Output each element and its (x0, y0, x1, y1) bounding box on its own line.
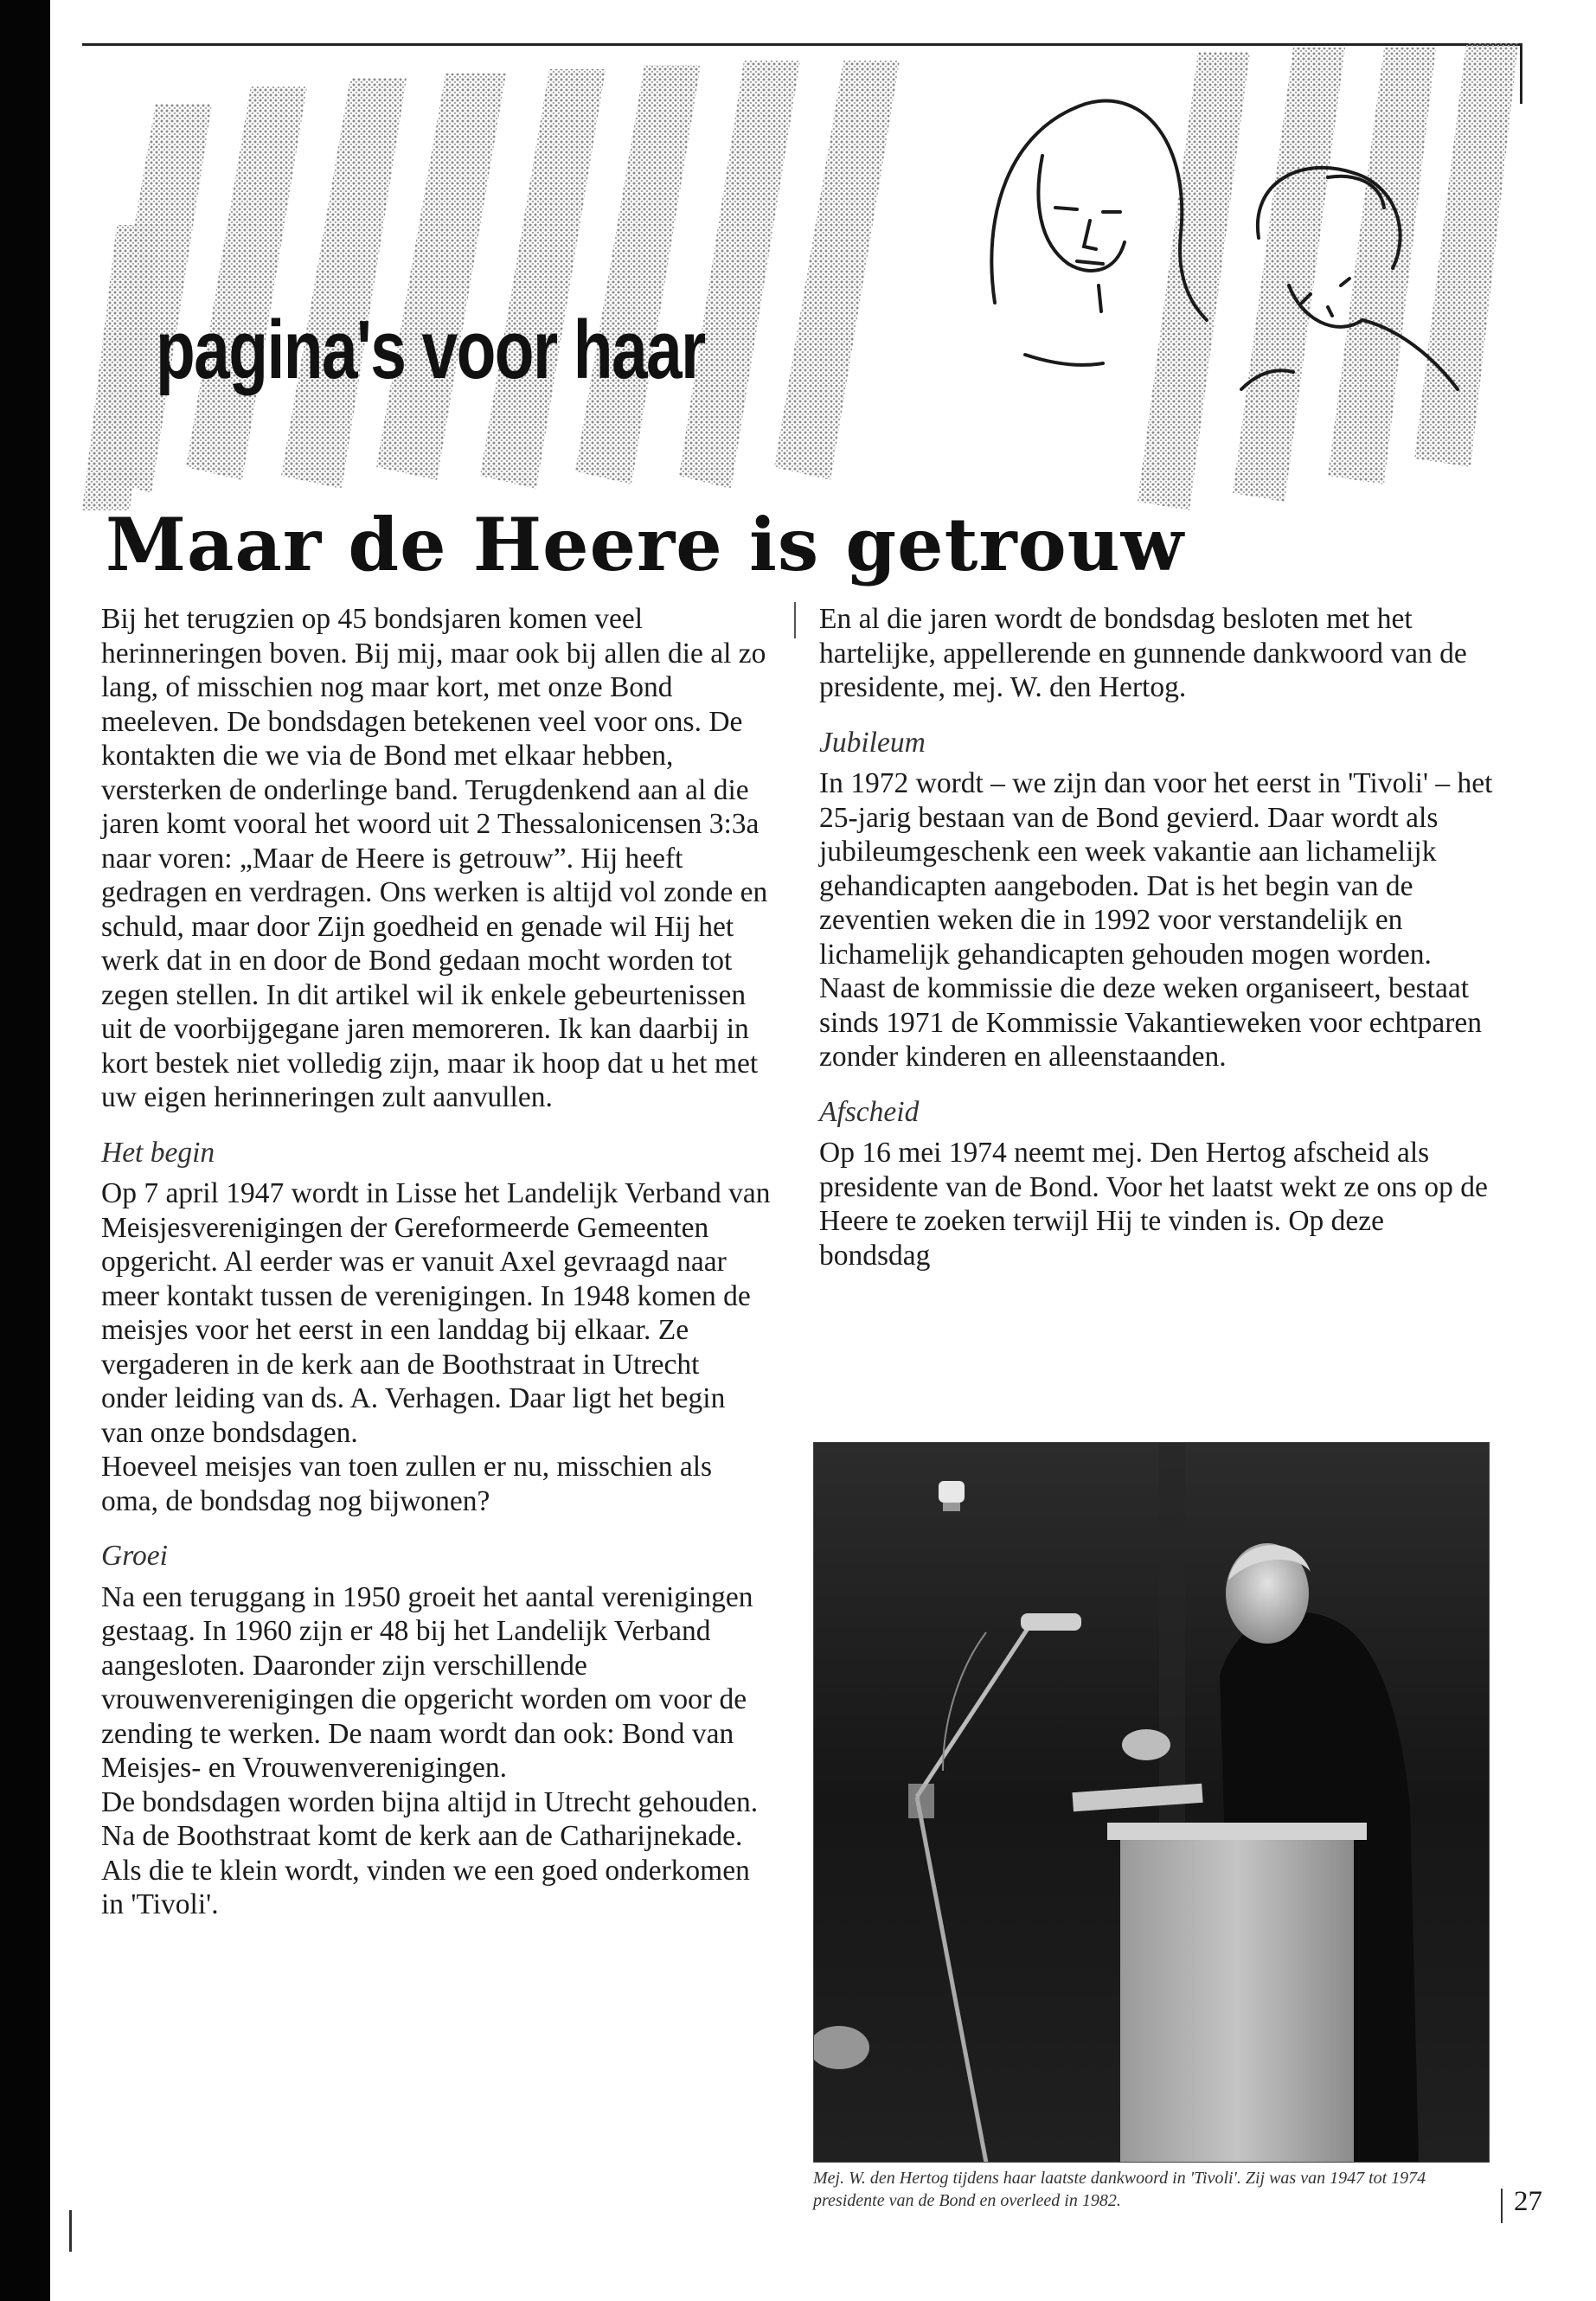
paragraph-begin-2: Hoeveel meisjes van toen zullen er nu, misschien als oma, de bondsdag nog bijwonen? (101, 1451, 713, 1517)
subheading-afscheid: Afscheid (819, 1095, 920, 1128)
bottom-rule (69, 2210, 72, 2252)
photo-caption: Mej. W. den Hertog tijdens haar laatste dankwoord in 'Tivoli'. Zij was van 1947 tot 1974 presidente van de Bond en overleed in 1982. (813, 2169, 1426, 2210)
scan-edge (0, 0, 50, 2301)
ceiling-lamp (939, 1481, 965, 1503)
column-divider (794, 602, 796, 638)
paragraph-jubileum-1: In 1972 wordt – we zijn dan voor het eerst in 'Tivoli' – het 25-jarig bestaan van de Bond gevierd. Daar wordt als jubileumgeschenk een week vakantie aan lichamelijk gehandicapten aangeboden. Dat is het begin van de zeventien weken die in 1992 voor verstandelijk en lichamelijk gehandicapten gehouden mogen worden. (819, 767, 1493, 971)
article-column-right (819, 602, 1494, 1272)
page-number-rule (1501, 2189, 1503, 2223)
paragraph-groei-2: De bondsdagen worden bijna altijd in Utrecht gehouden. Na de Boothstraat komt de kerk aan de Catharijnekade. Als die te klein wordt, vinden we een goed onderkomen in 'Tivoli'. (101, 1785, 759, 1920)
paragraph-begin-1: Op 7 april 1947 wordt in Lisse het Landelijk Verband van Meisjesverenigingen der Gereformeerde Gemeenten opgericht. Al eerder was er vanuit Axel gevraagd naar meer kontakt tussen de verenigingen. In 1948 komen de meisjes voor het eerst in een landdag bij elkaar. Ze vergaderen in de kerk aan de Boothstraat in Utrecht onder leiding van ds. A. Verhagen. Daar ligt het begin van onze bondsdagen. (101, 1177, 771, 1449)
subheading-jubileum: Jubileum (819, 726, 926, 759)
header-illustration (82, 26, 1522, 510)
lectern-shelf (1107, 1823, 1367, 1840)
subheading-groei: Groei (101, 1540, 168, 1572)
headline: Maar de Heere is getrouw (106, 502, 1185, 587)
intro-paragraph: Bij het terugzien op 45 bondsjaren komen veel herinneringen boven. Bij mij, maar ook bij allen die al zo lang, of misschien nog maar kort, met onze Bond meeleven. De bondsdagen betekenen veel voor ons. De kontakten die we via de Bond met elkaar hebben, versterken de onderlinge band. Terugdenkend aan al die jaren komt vooral het woord uit 2 Thessalonicensen 3:3a naar voren: „Maar de Heere is getrouw”. Hij heeft gedragen en verdragen. Ons werken is altijd vol zonde en schuld, maar door Zijn goedheid en genade wil Hij het werk dat in en door de Bond gedaan mocht worden tot zegen stellen. In dit artikel wil ik enkele gebeurtenissen uit de voorbijgegane jaren memoreren. Ik kan daarbij in kort bestek niet volledig zijn, maar ik hoop dat u het met uw eigen herinneringen zult aanvullen. (101, 603, 768, 1113)
paragraph-afscheid-1: Op 16 mei 1974 neemt mej. Den Hertog afscheid als presidente van de Bond. Voor het laatst wekt ze ons op de Heere te zoeken terwijl Hij te vinden is. Op deze bondsdag (819, 1137, 1488, 1272)
lectern (1120, 1840, 1354, 2163)
paragraph-continued: En al die jaren wordt de bondsdag besloten met het hartelijke, appellerende en gunnende dankwoord van de presidente, mej. W. den Hertog. (819, 603, 1467, 703)
paragraph-groei-1: Na een teruggang in 1950 groeit het aantal verenigingen gestaag. In 1960 zijn er 48 bij het Landelijk Verband aangesloten. Daaronder zijn verschillende vrouwenverenigingen die opgericht worden om voor de zending te werken. De naam wordt dan ook: Bond van Meisjes- en Vrouwenverenigingen. (101, 1580, 753, 1784)
microphone (1021, 1613, 1081, 1631)
article-column-left (101, 602, 772, 1922)
paragraph-jubileum-2: Naast de kommissie die deze weken organiseert, bestaat sinds 1971 de Kommissie Vakantieweken voor echtparen zonder kinderen en alleenstaanden. (819, 972, 1482, 1073)
page-number: 27 (1514, 2186, 1542, 2217)
subheading-het-begin: Het begin (101, 1136, 215, 1169)
section-title: pagina's voor haar (156, 304, 705, 396)
photo-speaker-at-lectern (813, 1442, 1490, 2163)
speaker-hand (1122, 1729, 1170, 1760)
halftone-strokes (82, 43, 1518, 510)
